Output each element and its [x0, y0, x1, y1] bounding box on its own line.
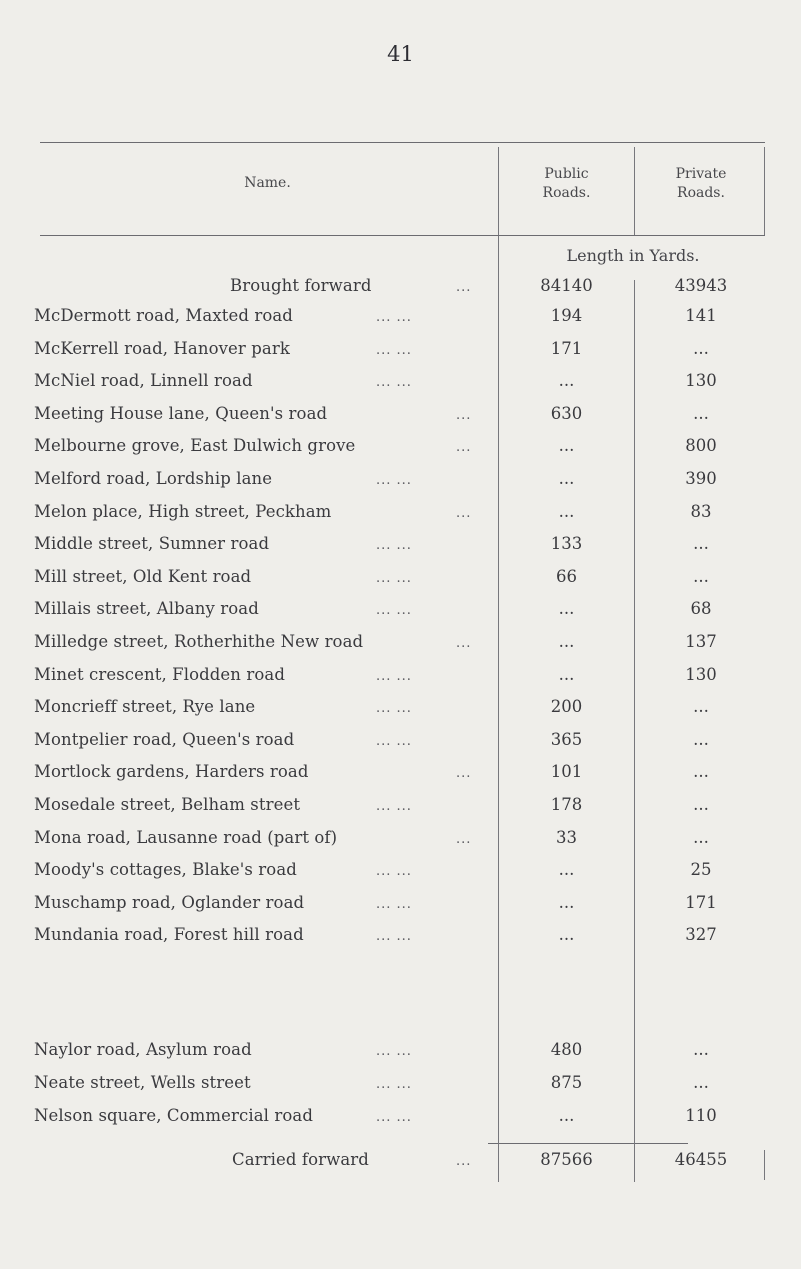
- leader-dots: ... ...: [376, 1044, 412, 1059]
- road-name: McNiel road, Linnell road: [34, 371, 253, 391]
- public-roads-value: 178: [550, 795, 583, 814]
- header-bottom-rule: [40, 235, 765, 236]
- leader-dots: ... ...: [376, 864, 412, 880]
- public-roads-value: 200: [550, 697, 583, 717]
- leader-dots: ... ...: [376, 375, 412, 391]
- private-roads-value: 110: [685, 1106, 717, 1125]
- table-row: [0, 665, 801, 695]
- private-roads-value: ...: [693, 1040, 709, 1059]
- road-name: Melford road, Lordship lane: [34, 469, 273, 488]
- road-name: Milledge street, Rotherhithe New road: [34, 632, 364, 651]
- table-row: [0, 795, 801, 825]
- public-roads-value: ...: [558, 1106, 575, 1125]
- public-roads-value: ...: [558, 632, 575, 651]
- road-name: Naylor road, Asylum road: [34, 1040, 252, 1059]
- table-row: [0, 730, 801, 760]
- leader-dots: ...: [456, 766, 472, 782]
- public-roads-value: 171: [550, 338, 583, 358]
- table-row: [0, 632, 801, 662]
- brought-forward-row: [0, 276, 801, 306]
- leader-dots: ... ...: [376, 896, 412, 912]
- private-roads-value: ...: [693, 338, 709, 358]
- public-roads-value: ...: [558, 892, 575, 912]
- header-public-line1: Public: [544, 166, 589, 182]
- table-row: [0, 436, 801, 466]
- table-row: [0, 371, 801, 401]
- table-row: [0, 893, 801, 923]
- table-row: [0, 469, 801, 499]
- road-name: Montpelier road, Queen's road: [34, 729, 295, 749]
- table-top-rule: [40, 142, 765, 143]
- road-name: Mona road, Lausanne road (part of): [34, 827, 338, 847]
- leader-dots: ...: [456, 636, 472, 651]
- public-roads-value: 33: [556, 827, 577, 847]
- carried-forward-row: [0, 1150, 801, 1180]
- public-roads-value: ...: [558, 860, 575, 880]
- private-roads-value: 68: [690, 599, 712, 619]
- private-roads-value: ...: [693, 762, 709, 782]
- private-roads-value: 141: [685, 306, 717, 325]
- road-name: Meeting House lane, Queen's road: [34, 403, 328, 423]
- header-name: Name.: [244, 175, 291, 191]
- brought-forward-public: 84140: [540, 276, 593, 295]
- private-roads-value: ...: [693, 403, 709, 423]
- public-roads-value: 133: [550, 534, 583, 554]
- private-roads-value: 171: [685, 892, 717, 912]
- leader-dots: ... ...: [376, 310, 412, 325]
- table-row: [0, 860, 801, 890]
- public-roads-value: 194: [550, 306, 583, 325]
- table-row: [0, 404, 801, 434]
- brought-forward-private: 43943: [674, 276, 728, 295]
- table-row: [0, 828, 801, 858]
- road-name: Mundania road, Forest hill road: [34, 925, 304, 945]
- leader-dots: ...: [456, 505, 472, 521]
- leader-dots: ...: [456, 407, 472, 423]
- road-name: Mortlock gardens, Harders road: [34, 762, 309, 782]
- table-row: [0, 306, 801, 336]
- public-roads-value: ...: [558, 925, 575, 945]
- private-roads-value: ...: [693, 827, 709, 847]
- road-name: Melon place, High street, Peckham: [34, 501, 332, 521]
- leader-dots: ... ...: [376, 929, 412, 945]
- leader-dots: ... ...: [376, 603, 412, 619]
- road-name: Muschamp road, Oglander road: [34, 892, 305, 912]
- leader-dots: ... ...: [376, 342, 412, 358]
- road-name: Nelson square, Commercial road: [34, 1106, 313, 1125]
- unit-header: Length in Yards.: [566, 246, 700, 265]
- public-roads-value: ...: [558, 469, 575, 488]
- leader-dots: ...: [456, 831, 472, 847]
- brought-forward-label: Brought forward: [230, 276, 372, 295]
- private-roads-value: 130: [685, 371, 717, 391]
- carried-forward-label: Carried forward: [232, 1150, 369, 1169]
- public-roads-value: ...: [558, 436, 575, 456]
- public-roads-value: 480: [550, 1040, 583, 1059]
- column-divider-private: [634, 147, 635, 235]
- private-roads-value: 327: [685, 925, 717, 945]
- road-name: Mill street, Old Kent road: [34, 566, 252, 586]
- private-roads-value: 800: [685, 436, 717, 456]
- table-row: [0, 1040, 801, 1070]
- page-number: 41: [387, 42, 414, 66]
- leader-dots: ... ...: [376, 668, 412, 684]
- header-private-line1: Private: [675, 166, 727, 182]
- header-public-roads: [500, 165, 633, 203]
- public-roads-value: ...: [558, 501, 575, 521]
- header-private-line2: Roads.: [677, 185, 725, 201]
- public-roads-value: ...: [558, 371, 575, 391]
- table-row: [0, 925, 801, 955]
- leader-dots: ...: [456, 280, 472, 295]
- road-name: Melbourne grove, East Dulwich grove: [34, 436, 356, 456]
- table-row: [0, 697, 801, 727]
- public-roads-value: 875: [550, 1073, 583, 1092]
- table-row: [0, 502, 801, 532]
- public-roads-value: 630: [550, 403, 583, 423]
- public-roads-value: ...: [558, 599, 575, 619]
- carried-forward-private: 46455: [674, 1150, 728, 1169]
- public-roads-value: 66: [556, 566, 577, 586]
- column-divider-public: [498, 147, 499, 235]
- leader-dots: ... ...: [376, 1110, 412, 1125]
- private-roads-value: ...: [693, 697, 709, 717]
- leader-dots: ... ...: [376, 570, 412, 586]
- road-name: McDermott road, Maxted road: [34, 306, 293, 325]
- leader-dots: ... ...: [376, 733, 412, 749]
- table-row: [0, 567, 801, 597]
- public-roads-value: 101: [550, 762, 583, 782]
- header-private-roads: [636, 165, 766, 203]
- private-roads-value: ...: [693, 729, 709, 749]
- road-name: Mosedale street, Belham street: [34, 795, 301, 814]
- table-row: [0, 534, 801, 564]
- private-roads-value: ...: [693, 566, 709, 586]
- totals-rule: [488, 1143, 688, 1144]
- private-roads-value: 25: [690, 860, 712, 880]
- carried-forward-public: 87566: [540, 1150, 593, 1169]
- table-row: [0, 762, 801, 792]
- table-row: [0, 1106, 801, 1136]
- private-roads-value: 137: [685, 632, 717, 651]
- road-name: McKerrell road, Hanover park: [34, 338, 290, 358]
- table-row: [0, 599, 801, 629]
- private-roads-value: 390: [685, 469, 717, 488]
- leader-dots: ...: [456, 440, 472, 456]
- private-roads-value: ...: [693, 1073, 709, 1092]
- public-roads-value: ...: [558, 664, 575, 684]
- road-name: Neate street, Wells street: [34, 1073, 251, 1092]
- road-name: Minet crescent, Flodden road: [34, 664, 285, 684]
- private-roads-value: 130: [685, 664, 717, 684]
- leader-dots: ... ...: [376, 799, 412, 814]
- private-roads-value: ...: [693, 795, 709, 814]
- road-name: Moody's cottages, Blake's road: [34, 860, 297, 880]
- table-row: [0, 339, 801, 369]
- leader-dots: ... ...: [376, 538, 412, 554]
- road-name: Moncrieff street, Rye lane: [34, 697, 256, 717]
- table-row: [0, 1073, 801, 1103]
- leader-dots: ...: [456, 1154, 472, 1169]
- leader-dots: ... ...: [376, 1077, 412, 1092]
- private-roads-value: 83: [690, 501, 712, 521]
- leader-dots: ... ...: [376, 701, 412, 717]
- private-roads-value: ...: [693, 534, 709, 554]
- public-roads-value: 365: [550, 729, 583, 749]
- road-name: Middle street, Sumner road: [34, 534, 270, 554]
- road-name: Millais street, Albany road: [34, 599, 259, 619]
- leader-dots: ... ...: [376, 473, 412, 488]
- header-public-line2: Roads.: [542, 185, 591, 201]
